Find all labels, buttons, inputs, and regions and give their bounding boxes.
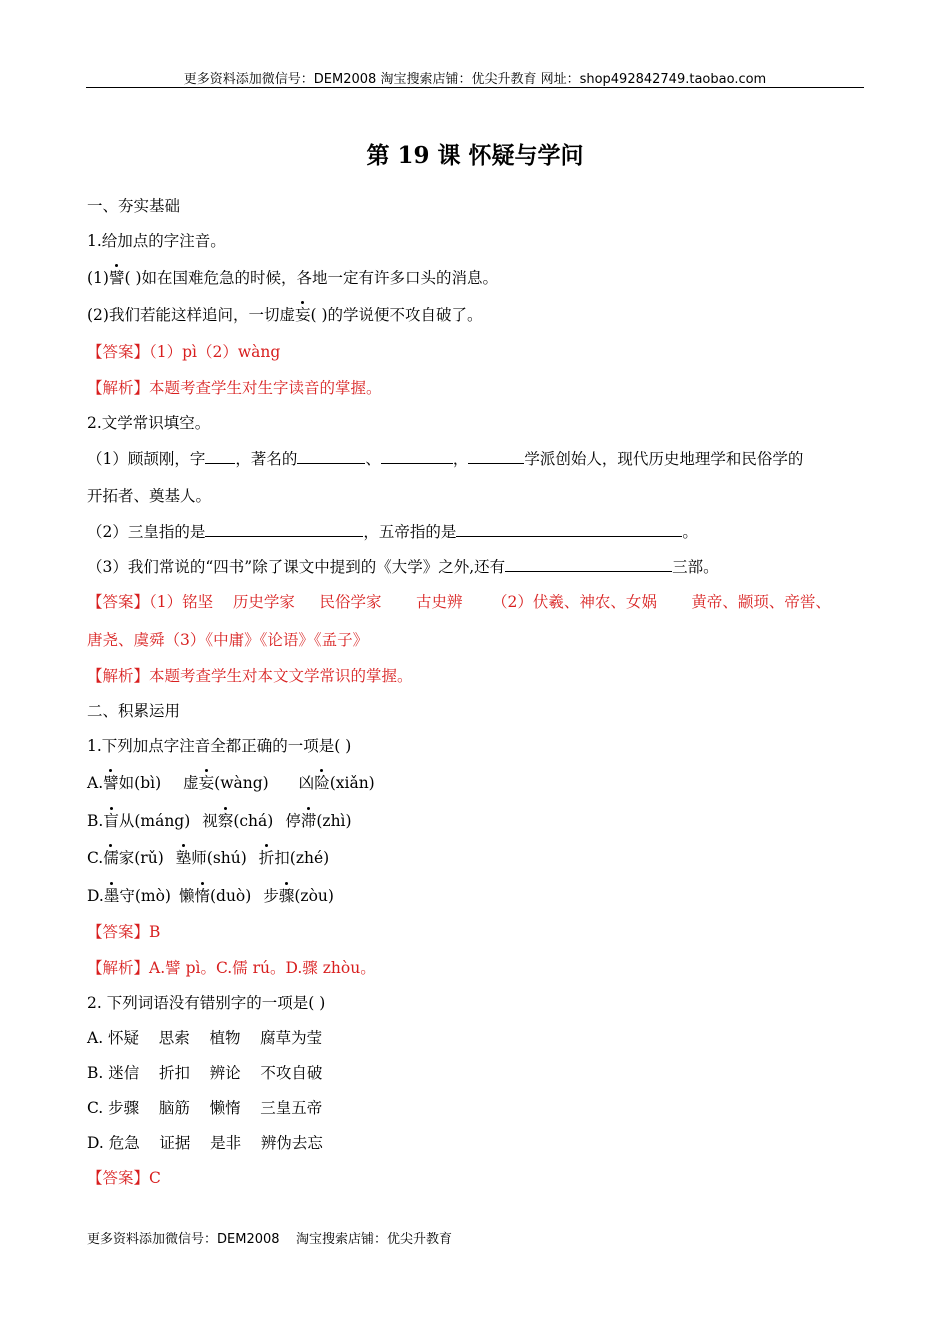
q2-option-a: A. 怀疑 思索 植物 腐草为莹 bbox=[87, 1029, 323, 1047]
question-1-1-item-2: (2)我们若能这样追问，一切虚妄( )的学说便不攻自破了。 bbox=[87, 306, 483, 324]
question-1-2: 2.文学常识填空。 bbox=[87, 414, 211, 432]
explanation-2-1: 【解析】A.譬 pì。C.儒 rú。D.骤 zhòu。 bbox=[87, 959, 376, 977]
option-a-word-3: 凶险(xiǎn) bbox=[298, 774, 375, 792]
option-c-word-2: 塾师(shú) bbox=[175, 849, 247, 867]
option-a-word-2: 虚妄(wàng) bbox=[183, 774, 269, 792]
option-c bbox=[87, 848, 329, 868]
question-1-2-item-1-cont: 开拓者、奠基人。 bbox=[87, 487, 212, 505]
question-1-1-item-1: (1)譬( )如在国难危急的时候，各地一定有许多口头的消息。 bbox=[87, 269, 499, 287]
page-title: 第 19 课 怀疑与学问 bbox=[366, 142, 584, 169]
option-a bbox=[87, 773, 375, 793]
section-heading-2: 二、积累运用 bbox=[87, 702, 181, 720]
header-rule bbox=[86, 87, 864, 88]
q2-option-b: B. 迷信 折扣 辨论 不攻自破 bbox=[87, 1064, 323, 1082]
question-1-2-item-3: （3）我们常说的“四书”除了课文中提到的《大学》之外,还有 三部。 bbox=[87, 558, 719, 576]
option-b-word-1: B.盲从(máng) bbox=[87, 812, 191, 830]
option-d-word-1: D.墨守(mò) bbox=[87, 887, 171, 905]
answer-1-2: 【答案】（1）铭坚 历史学家 民俗学家 古史辨 （2）伏羲、神农、女娲 黄帝、颛顼、帝喾、 bbox=[87, 593, 831, 611]
question-2-1: 1.下列加点字注音全都正确的一项是( ) bbox=[87, 737, 352, 755]
option-c-word-3: 折扣(zhé) bbox=[258, 849, 330, 867]
option-a-word-1: A.譬如(bì) bbox=[87, 774, 162, 792]
answer-1-2-cont: 唐尧、虞舜（3）《中庸》《论语》《孟子》 bbox=[87, 631, 369, 649]
question-1-1: 1.给加点的字注音。 bbox=[87, 232, 226, 250]
q2-option-c: C. 步骤 脑筋 懒惰 三皇五帝 bbox=[87, 1099, 323, 1117]
option-b bbox=[87, 811, 352, 831]
page-footer: 更多资料添加微信号：DEM2008 淘宝搜索店铺：优尖升教育 bbox=[87, 1232, 453, 1247]
option-d-word-2: 懒惰(duò) bbox=[178, 887, 252, 905]
answer-2-1: 【答案】B bbox=[87, 923, 161, 941]
question-1-2-item-2: （2）三皇指的是 ，五帝指的是 。 bbox=[87, 523, 698, 541]
answer-1-1: 【答案】（1）pì（2）wàng bbox=[87, 343, 281, 361]
option-b-word-3: 停滞(zhì) bbox=[285, 812, 352, 830]
option-c-word-1: C.儒家(rǔ) bbox=[87, 849, 164, 867]
explanation-1-2: 【解析】本题考查学生对本文文学常识的掌握。 bbox=[87, 667, 413, 685]
question-2-2: 2. 下列词语没有错别字的一项是( ) bbox=[87, 994, 326, 1012]
section-heading-1: 一、夯实基础 bbox=[87, 197, 181, 215]
page-header: 更多资料添加微信号：DEM2008 淘宝搜索店铺：优尖升教育 网址：shop492842749.taobao.com bbox=[183, 72, 767, 87]
option-d-word-3: 步骤(zòu) bbox=[263, 887, 334, 905]
question-1-2-item-1: （1）顾颉刚，字 ，著名的 、 ， 学派创始人，现代历史地理学和民俗学的 bbox=[87, 450, 804, 468]
option-d bbox=[87, 886, 334, 906]
explanation-1-1: 【解析】本题考查学生对生字读音的掌握。 bbox=[87, 379, 382, 397]
q2-option-d: D. 危急 证据 是非 辨伪去忘 bbox=[87, 1134, 323, 1152]
answer-2-2: 【答案】C bbox=[87, 1169, 161, 1187]
option-b-word-2: 视察(chá) bbox=[202, 812, 274, 830]
